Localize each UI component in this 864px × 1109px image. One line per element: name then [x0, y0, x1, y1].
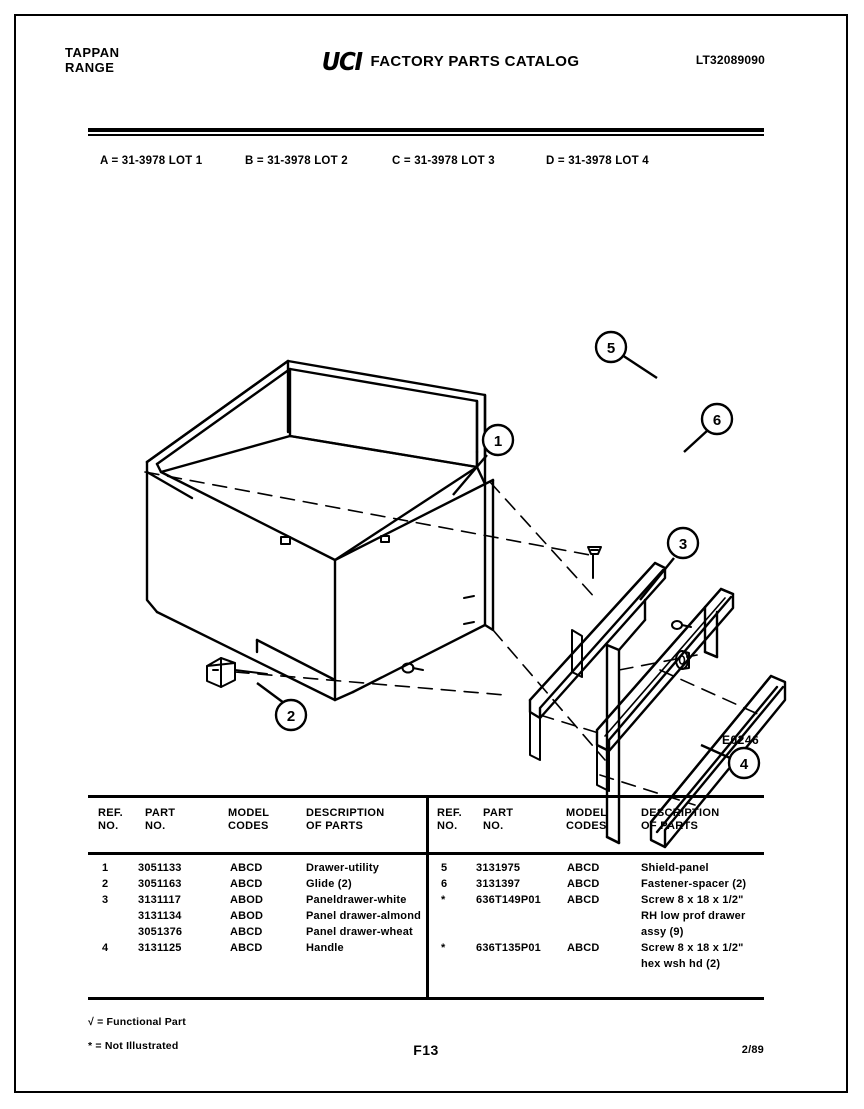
drawer-floor-front — [161, 467, 477, 560]
cell-ref: 3 — [102, 894, 109, 906]
cell-desc: Panel drawer-almond — [306, 910, 422, 922]
page-header — [65, 45, 765, 105]
catalog-title-block — [320, 49, 579, 74]
drawer-top-rail-left — [147, 361, 288, 462]
cell-code: ABCD — [567, 942, 600, 954]
column-header-part: PART NO. — [483, 807, 514, 832]
cell-part: 3051133 — [138, 862, 182, 874]
cell-code: ABCD — [567, 862, 600, 874]
cell-part: 636T135P01 — [476, 942, 541, 954]
drawer-front-left-vert — [147, 472, 157, 612]
cell-code: ABCD — [230, 926, 263, 938]
svg-text:2: 2 — [286, 708, 296, 725]
table-row — [429, 942, 767, 958]
header-rule-thin — [88, 134, 764, 136]
brand-line-1: TAPPAN — [65, 45, 120, 60]
cell-desc: assy (9) — [641, 926, 684, 938]
table-row — [429, 878, 767, 894]
table-row — [429, 958, 767, 974]
exploded-parts-diagram — [85, 200, 785, 773]
cell-desc: Screw 8 x 18 x 1/2" — [641, 942, 744, 954]
figure-code: E0246 — [722, 733, 760, 747]
parts-rows-left — [88, 862, 426, 958]
revision-date: 2/89 — [741, 1044, 764, 1056]
uci-logo: UCI — [321, 47, 362, 76]
cell-code: ABOD — [230, 910, 264, 922]
table-row — [429, 894, 767, 910]
drawer-front-lip — [257, 640, 335, 680]
drawer-floor-back — [290, 436, 477, 467]
legend-functional-part: √ = Functional Part — [88, 1016, 186, 1028]
lot-code-d: D = 31-3978 LOT 4 — [546, 155, 649, 167]
cell-desc: Shield-panel — [641, 862, 709, 874]
diagram-svg — [85, 200, 785, 773]
cell-ref: 2 — [102, 878, 109, 890]
column-header-model-codes: MODEL CODES — [566, 807, 608, 832]
drawer-right-hole-2 — [464, 622, 474, 624]
column-header-part: PART NO. — [145, 807, 176, 832]
table-row — [429, 910, 767, 926]
callout-5 — [596, 332, 657, 378]
drawer-front-top-right — [335, 484, 485, 560]
column-header-model-codes: MODEL CODES — [228, 807, 270, 832]
table-row — [88, 926, 426, 942]
parts-table-left — [88, 795, 426, 1000]
cell-code: ABCD — [230, 862, 263, 874]
cell-part: 3131125 — [138, 942, 182, 954]
svg-text:3: 3 — [678, 536, 688, 553]
table-row — [88, 862, 426, 878]
cell-code: ABCD — [230, 878, 263, 890]
drawer-right-hole-1 — [464, 596, 474, 598]
catalog-title: FACTORY PARTS CATALOG — [370, 53, 580, 70]
lot-code-c: C = 31-3978 LOT 3 — [392, 155, 495, 167]
drawer-front-bottom-left — [157, 612, 335, 700]
cell-part: 636T149P01 — [476, 894, 541, 906]
drawer-hole-left — [281, 537, 290, 544]
cell-desc: hex wsh hd (2) — [641, 958, 721, 970]
table-row — [88, 894, 426, 910]
brand-name — [65, 45, 120, 75]
brand-line-2: RANGE — [65, 60, 115, 75]
cell-desc: Paneldrawer-white — [306, 894, 407, 906]
drawer-hole-back — [381, 536, 389, 542]
column-header-ref: REF. NO. — [98, 807, 124, 832]
cell-desc: Panel drawer-wheat — [306, 926, 413, 938]
cell-ref: 1 — [102, 862, 109, 874]
cell-code: ABOD — [230, 894, 264, 906]
cell-ref: 6 — [441, 878, 448, 890]
column-header-ref: REF. NO. — [437, 807, 463, 832]
cell-part: 3131975 — [476, 862, 521, 874]
cell-desc: Handle — [306, 942, 344, 954]
cell-desc: Fastener-spacer (2) — [641, 878, 747, 890]
cell-ref: 5 — [441, 862, 448, 874]
table-row — [88, 878, 426, 894]
cell-ref: * — [441, 942, 446, 954]
parts-table-right — [429, 795, 767, 1000]
drawer-rim-inner — [157, 369, 477, 464]
table-row — [88, 910, 426, 926]
cell-ref: * — [441, 894, 446, 906]
cell-part: 3131397 — [476, 878, 521, 890]
cell-part: 3131134 — [138, 910, 182, 922]
callout-3 — [640, 528, 698, 600]
svg-text:4: 4 — [739, 756, 749, 773]
table-row — [429, 862, 767, 878]
cell-part: 3051163 — [138, 878, 182, 890]
parts-rows-right — [429, 862, 767, 974]
legend-block — [88, 1010, 186, 1058]
svg-text:1: 1 — [493, 433, 503, 450]
cell-code: ABCD — [567, 878, 600, 890]
cell-part: 3131117 — [138, 894, 182, 906]
drawer-grommet-stem — [413, 668, 423, 670]
page-footer — [88, 1010, 764, 1065]
table-row — [88, 942, 426, 958]
drawer-front-bottom-joint — [335, 692, 353, 700]
column-header-description: DESCRIPTION OF PARTS — [641, 807, 720, 832]
header-rule — [88, 128, 764, 136]
legend-not-illustrated: * = Not Illustrated — [88, 1040, 179, 1052]
cell-code: ABCD — [230, 942, 263, 954]
callout-6 — [684, 404, 732, 452]
cell-part: 3051376 — [138, 926, 183, 938]
callout-group — [257, 332, 759, 778]
glide-part — [207, 658, 235, 687]
cell-ref: 4 — [102, 942, 109, 954]
svg-text:5: 5 — [606, 340, 616, 357]
lot-code-b: B = 31-3978 LOT 2 — [245, 155, 348, 167]
cell-code: ABCD — [567, 894, 600, 906]
screw-icon-top — [588, 547, 601, 578]
parts-table — [88, 795, 764, 1000]
page-number: F13 — [413, 1042, 439, 1058]
drawer-rim-left-edge — [147, 462, 192, 498]
drawer-rim-outer-back — [147, 361, 485, 462]
callout-2 — [257, 683, 306, 730]
cell-desc: Screw 8 x 18 x 1/2" — [641, 894, 744, 906]
catalog-code: LT32089090 — [695, 53, 765, 67]
alignment-lines — [145, 472, 760, 805]
column-header-description: DESCRIPTION OF PARTS — [306, 807, 385, 832]
table-row — [429, 926, 767, 942]
lot-code-a: A = 31-3978 LOT 1 — [100, 155, 203, 167]
cell-desc: Glide (2) — [306, 878, 352, 890]
drawer-front-bottom-right — [353, 625, 485, 692]
cell-desc: RH low prof drawer — [641, 910, 746, 922]
drawer-front-right-edge — [485, 480, 493, 630]
cell-desc: Drawer-utility — [306, 862, 380, 874]
svg-text:6: 6 — [712, 412, 722, 429]
